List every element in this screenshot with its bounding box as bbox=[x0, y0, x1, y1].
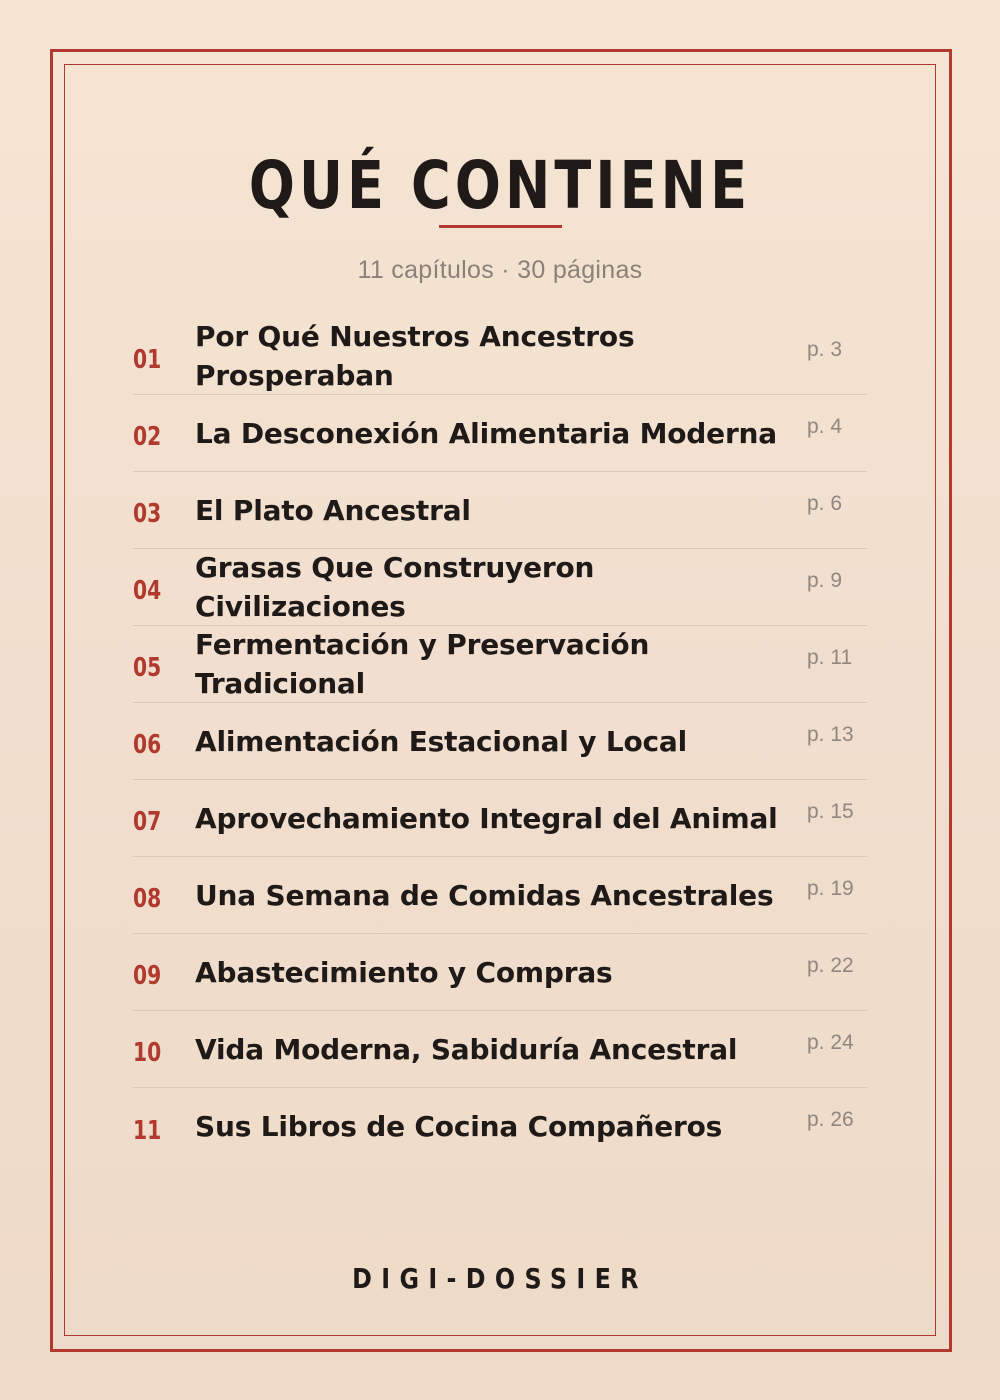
chapter-number: 08 bbox=[133, 884, 162, 914]
toc-item-02[interactable] bbox=[133, 395, 867, 472]
chapter-page: p. 22 bbox=[807, 954, 854, 977]
chapter-title: Fermentación y Preservación Tradicional bbox=[195, 628, 650, 700]
chapter-title: La Desconexión Alimentaria Moderna bbox=[195, 416, 777, 450]
toc-item-05[interactable] bbox=[133, 626, 867, 703]
chapter-page: p. 24 bbox=[807, 1031, 854, 1054]
chapter-number: 07 bbox=[133, 807, 162, 837]
chapter-page: p. 15 bbox=[807, 800, 854, 823]
chapter-number: 11 bbox=[133, 1115, 162, 1146]
chapter-number: 03 bbox=[133, 499, 162, 529]
chapter-page: p. 26 bbox=[807, 1108, 854, 1131]
toc-item-04[interactable] bbox=[133, 549, 867, 626]
chapter-title: Por Qué Nuestros Ancestros Prosperaban bbox=[195, 320, 635, 392]
chapter-title: Abastecimiento y Compras bbox=[195, 955, 613, 989]
chapter-number: 02 bbox=[133, 422, 162, 452]
chapter-page: p. 19 bbox=[807, 877, 854, 900]
title-underline bbox=[439, 225, 562, 228]
chapter-number: 01 bbox=[133, 345, 162, 375]
toc-item-11[interactable] bbox=[133, 1088, 867, 1165]
chapter-number: 06 bbox=[133, 730, 162, 760]
table-of-contents bbox=[133, 318, 867, 1165]
chapter-page: p. 6 bbox=[807, 492, 843, 515]
chapter-title: Vida Moderna, Sabiduría Ancestral bbox=[195, 1032, 738, 1066]
footer-brand: DIGI-DOSSIER bbox=[352, 1262, 648, 1295]
toc-item-06[interactable] bbox=[133, 703, 867, 780]
chapter-title: Grasas Que Construyeron Civilizaciones bbox=[195, 551, 595, 623]
chapter-page: p. 4 bbox=[807, 415, 843, 438]
chapter-number: 04 bbox=[133, 576, 162, 606]
chapter-title: Aprovechamiento Integral del Animal bbox=[195, 801, 778, 835]
chapter-title: Alimentación Estacional y Local bbox=[195, 724, 688, 758]
toc-item-01[interactable] bbox=[133, 318, 867, 395]
chapter-number: 09 bbox=[133, 961, 162, 991]
chapter-page: p. 11 bbox=[807, 646, 853, 669]
chapter-title: Sus Libros de Cocina Compañeros bbox=[195, 1110, 723, 1143]
chapter-title: El Plato Ancestral bbox=[195, 493, 471, 527]
toc-item-10[interactable] bbox=[133, 1011, 867, 1088]
page-subtitle: 11 capítulos · 30 páginas bbox=[357, 256, 643, 284]
toc-item-03[interactable] bbox=[133, 472, 867, 549]
chapter-page: p. 9 bbox=[807, 569, 843, 592]
chapter-page: p. 13 bbox=[807, 723, 854, 746]
page-title: QUÉ CONTIENE bbox=[248, 147, 752, 224]
chapter-number: 05 bbox=[133, 653, 162, 683]
chapter-number: 10 bbox=[133, 1038, 162, 1068]
toc-item-08[interactable] bbox=[133, 857, 867, 934]
chapter-title: Una Semana de Comidas Ancestrales bbox=[195, 878, 774, 912]
toc-item-09[interactable] bbox=[133, 934, 867, 1011]
toc-item-07[interactable] bbox=[133, 780, 867, 857]
chapter-page: p. 3 bbox=[807, 338, 843, 361]
